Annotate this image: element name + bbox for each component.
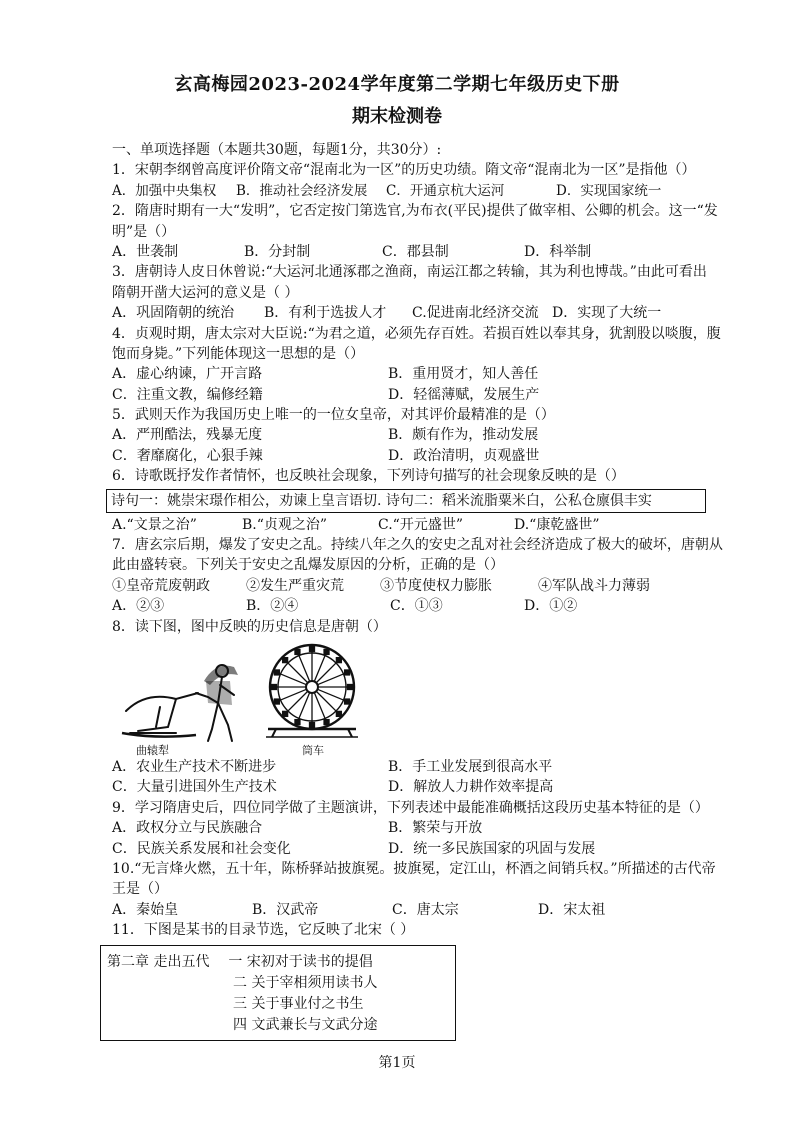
q6-options xyxy=(112,515,772,535)
q2-stem-line1: 2．隋唐时期有一大“发明”，它否定按门第选官,为布衣(平民)提供了做宰相、公卿的机会。这一“发 xyxy=(112,203,718,220)
toc-item-2: 二 关于宰相须用读书人 xyxy=(233,974,378,991)
q10-option-a: A．秦始皇 xyxy=(112,901,179,918)
q8-option-b: B．手工业发展到很高水平 xyxy=(388,758,553,775)
toc-chapter: 第二章 走出五代 xyxy=(107,953,210,970)
q7-stem-line1: 7．唐玄宗后期，爆发了安史之乱。持续八年之久的安史之乱对社会经济造成了极大的破坏，唐朝从 xyxy=(112,537,723,554)
section-heading: 一、单项选择题（本题共30题，每题1分，共30分）: xyxy=(112,142,442,158)
q1-stem: 1．宋朝李纲曾高度评价隋文帝“混南北为一区”的历史功绩。隋文帝“混南北为一区”是指他（） xyxy=(112,162,696,179)
q8-stem: 8．读下图，图中反映的历史信息是唐朝（） xyxy=(112,618,387,635)
q8-option-c: C．大量引进国外生产技术 xyxy=(112,779,277,796)
q9-option-d: D．统一多民族国家的巩固与发展 xyxy=(388,840,596,857)
q9-option-c: C．民族关系发展和社会变化 xyxy=(112,840,291,857)
curved-plow-illustration xyxy=(116,641,256,753)
exam-title: 玄高梅园2023-2024学年度第二学期七年级历史下册 xyxy=(174,74,620,95)
q1-option-c: C．开通京杭大运河 xyxy=(386,182,505,199)
q9-option-b: B．繁荣与开放 xyxy=(388,820,483,837)
q2-option-d: D．科举制 xyxy=(524,243,592,260)
q6-option-d: D.“康乾盛世” xyxy=(514,516,600,533)
q4-option-c: C．注重文教，编修经籍 xyxy=(112,386,263,403)
q3-option-a: A．巩固隋朝的统治 xyxy=(112,305,235,322)
q7-option-b: B．②④ xyxy=(246,598,299,615)
q10-option-d: D．宋太祖 xyxy=(538,901,606,918)
q7-items xyxy=(112,576,772,596)
q3-option-b: B．有利于选拔人才 xyxy=(264,305,387,322)
q4-options-row1 xyxy=(112,364,772,384)
q9-stem: 9．学习隋唐史后，四位同学做了主题演讲，下列表述中最能准确概括这段历史基本特征的是（） xyxy=(112,799,709,816)
q1-option-b: B．推动社会经济发展 xyxy=(236,182,368,199)
page-number: 第1页 xyxy=(378,1055,416,1071)
q2-options xyxy=(112,242,772,262)
q7-item-3: ③节度使权力膨胀 xyxy=(380,577,492,594)
q8-options-row2 xyxy=(112,777,772,797)
q5-options-row1 xyxy=(112,425,772,445)
q5-option-b: B．颇有作为，推动发展 xyxy=(388,427,539,444)
q7-item-4: ④军队战斗力薄弱 xyxy=(538,577,650,594)
toc-first-row xyxy=(107,952,449,973)
q5-options-row2 xyxy=(112,446,772,466)
q1-option-a: A．加强中央集权 xyxy=(112,182,217,199)
question-list xyxy=(107,140,772,1041)
q9-options-row1 xyxy=(112,818,772,838)
toc-item-4: 四 文武兼长与文武分途 xyxy=(233,1016,378,1033)
exam-subtitle: 期末检测卷 xyxy=(352,106,442,127)
q6-poem-box: 诗句一：姚崇宋璟作相公，劝谏上皇言语切. 诗句二：稻米流脂粟米白，公私仓廪俱丰实 xyxy=(106,489,706,513)
q2-option-a: A．世袭制 xyxy=(112,243,179,260)
q10-option-b: B．汉武帝 xyxy=(252,901,319,918)
q4-options-row2 xyxy=(112,385,772,405)
q6-stem: 6．诗歌既抒发作者情怀，也反映社会现象，下列诗句描写的社会现象反映的是（） xyxy=(112,468,625,485)
q4-option-b: B．重用贤才，知人善任 xyxy=(388,366,539,383)
q4-stem-line1: 4．贞观时期，唐太宗对大臣说:“为君之道，必须先存百姓。若损百姓以奉其身，犹割股以啖腹，腹 xyxy=(112,325,721,342)
toc-item-1: 一 宋初对于读书的提倡 xyxy=(228,953,373,970)
q8-option-d: D．解放人力耕作效率提高 xyxy=(388,779,554,796)
q10-options xyxy=(112,900,772,920)
q7-option-c: C．①③ xyxy=(390,598,443,615)
q2-option-b: B．分封制 xyxy=(244,243,311,260)
q6-option-b: B.“贞观之治” xyxy=(242,516,328,533)
q1-options xyxy=(112,181,772,201)
q7-option-a: A．②③ xyxy=(112,598,165,615)
q7-item-2: ②发生严重灾荒 xyxy=(246,577,344,594)
q1-option-d: D．实现国家统一 xyxy=(556,182,662,199)
q11-stem: 11．下图是某书的目录节选，它反映了北宋（ ） xyxy=(112,922,415,939)
q7-item-1: ①皇帝荒废朝政 xyxy=(112,577,210,594)
q7-options xyxy=(112,596,772,616)
q8-figure xyxy=(112,637,772,757)
q10-stem-line2: 王是（） xyxy=(112,881,168,898)
q6-option-a: A.“文景之治” xyxy=(112,516,197,533)
q10-stem-line1: 10.“无言烽火燃，五十年，陈桥驿站披旗冕。披旗冕，定江山，杯酒之间销兵权。”所描述的古代帝 xyxy=(112,860,716,877)
q11-table-of-contents xyxy=(100,945,456,1041)
q3-stem-line2: 隋朝开凿大运河的意义是（ ） xyxy=(112,284,299,301)
q3-option-d: D．实现了大统一 xyxy=(552,305,662,322)
q7-stem-line2: 此由盛转衰。下列关于安史之乱爆发原因的分析，正确的是（） xyxy=(112,557,504,574)
q2-stem-line2: 明”是（） xyxy=(112,223,176,240)
q10-option-c: C．唐太宗 xyxy=(392,901,459,918)
q7-option-d: D．①② xyxy=(524,598,578,615)
q3-options xyxy=(112,303,772,323)
q6-option-c: C.“开元盛世” xyxy=(378,516,463,533)
q2-option-c: C．郡县制 xyxy=(382,243,449,260)
q8-option-a: A．农业生产技术不断进步 xyxy=(112,758,277,775)
q4-stem-line2: 饱而身毙。”下列能体现这一思想的是（） xyxy=(112,345,365,362)
q4-option-d: D．轻徭薄赋，发展生产 xyxy=(388,386,540,403)
toc-item-3: 三 关于事业付之书生 xyxy=(233,995,364,1012)
q5-stem: 5．武则天作为我国历史上唯一的一位女皇帝，对其评价最精准的是（） xyxy=(112,407,555,424)
waterwheel-illustration xyxy=(262,637,362,753)
q8-caption-left: 曲辕犁 xyxy=(136,743,169,757)
q8-options-row1 xyxy=(112,757,772,777)
q9-options-row2 xyxy=(112,839,772,859)
q8-caption-right: 筒车 xyxy=(302,743,324,757)
q3-option-c: C.促进南北经济交流 xyxy=(412,305,539,322)
q5-option-d: D．政治清明，贞观盛世 xyxy=(388,447,540,464)
q5-option-a: A．严刑酷法，残暴无度 xyxy=(112,427,263,444)
q9-option-a: A．政权分立与民族融合 xyxy=(112,820,263,837)
q5-option-c: C．奢靡腐化，心狠手辣 xyxy=(112,447,263,464)
q4-option-a: A．虚心纳谏，广开言路 xyxy=(112,366,263,383)
q3-stem-line1: 3．唐朝诗人皮日休曾说:“大运河北通涿郡之渔商，南运江都之转输，其为利也博哉。”由此可看出 xyxy=(112,264,707,281)
